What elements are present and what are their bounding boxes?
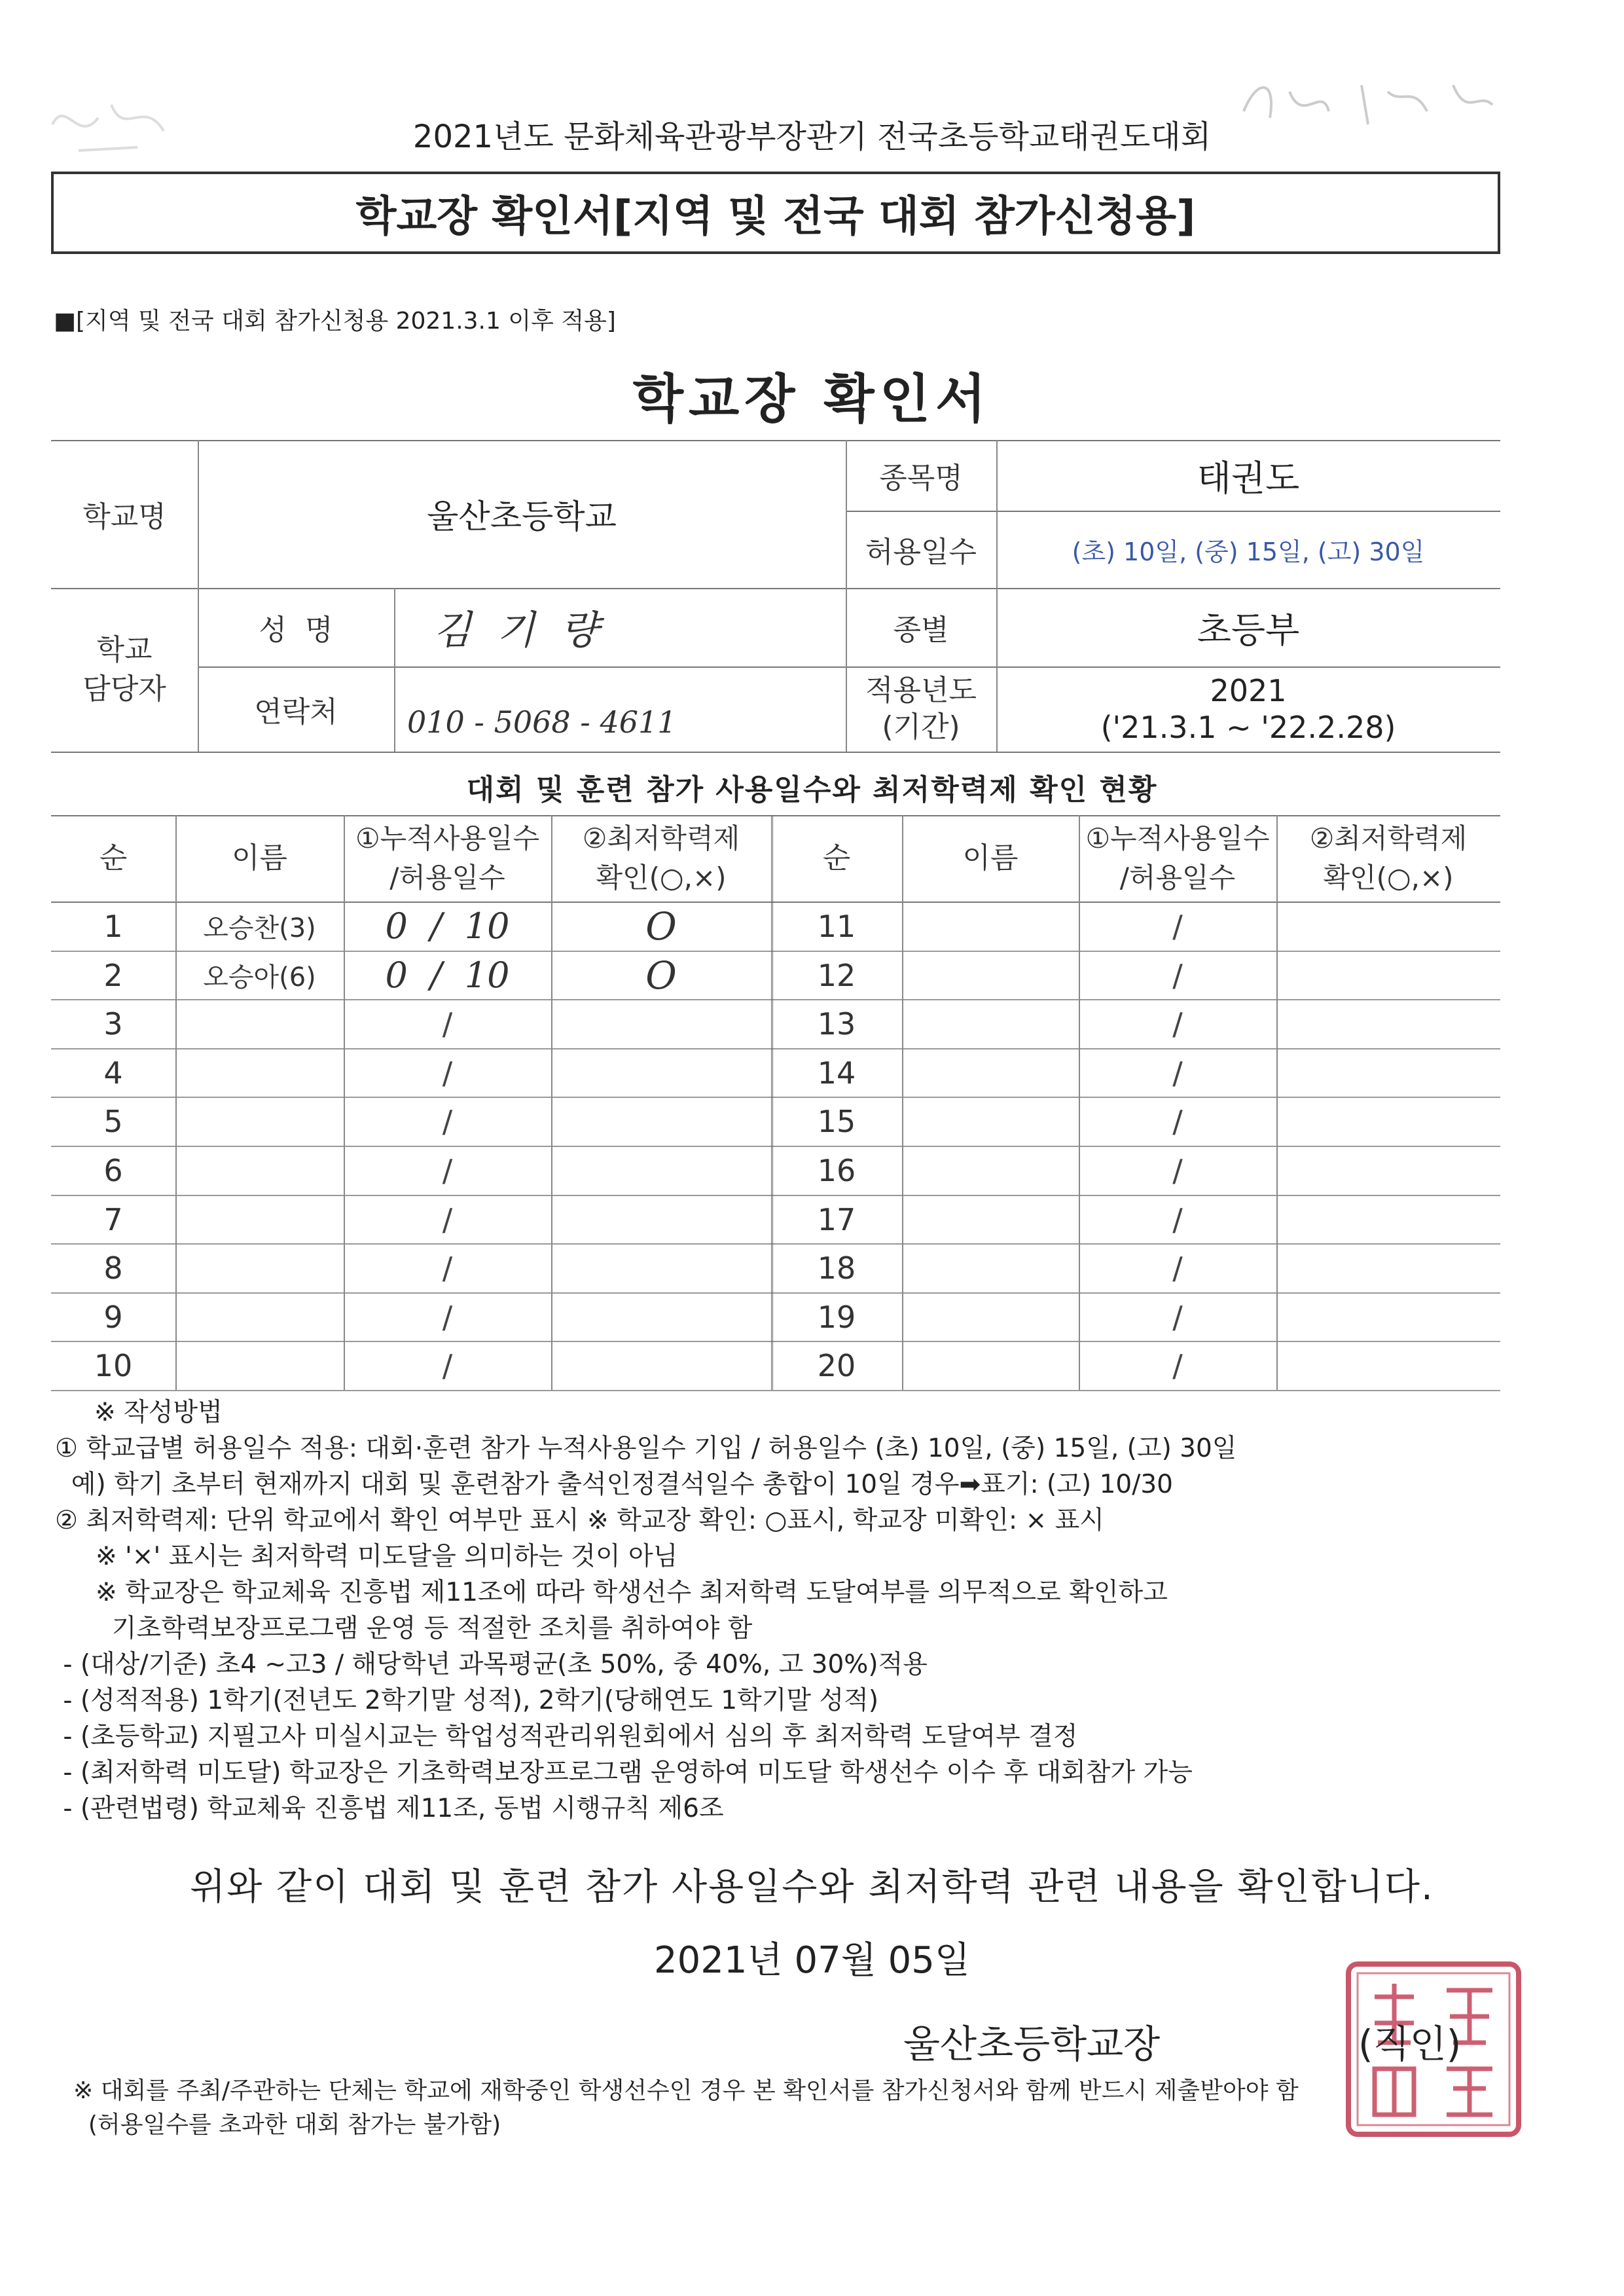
table-cell-days: /: [442, 1299, 453, 1335]
header-days: ①누적사용일수 /허용일수: [1085, 822, 1270, 894]
table-cell-name: [175, 1292, 344, 1341]
header-name: 이름: [962, 841, 1019, 875]
header-no: 순: [822, 841, 851, 875]
instruction-line: - (초등학교) 지필고사 미실시교는 학업성적관리위원회에서 심의 후 최저학력 도달여부 결정: [55, 1722, 1078, 1751]
table-cell-academic: [1276, 1097, 1500, 1146]
instruction-line: ※ 학교장은 학교체육 진흥법 제11조에 따라 학생선수 최저학력 도달여부를 의무적으로 확인하고: [55, 1578, 1168, 1607]
allowed-days-value: (초) 10일, (중) 15일, (고) 30일: [1072, 537, 1425, 566]
table-cell-days: 0 / 10: [385, 905, 510, 947]
table-cell-academic: [1276, 1341, 1500, 1390]
table-cell-no: 15: [817, 1103, 856, 1139]
table-cell-no: 6: [103, 1152, 123, 1188]
table-cell-days: /: [442, 1201, 453, 1237]
table-cell-academic: O: [645, 903, 677, 949]
instruction-line: ① 학교급별 허용일수 적용: 대회·훈련 참가 누적사용일수 기입 / 허용일수 (초) 10일, (중) 15일, (고) 30일: [55, 1434, 1237, 1463]
year-label: 적용년도 (기간): [865, 674, 977, 744]
instruction-line: - (대상/기준) 초4 ~고3 / 해당학년 과목평균(초 50%, 중 40%, 고 30%)적용: [55, 1650, 928, 1679]
table-title: 대회 및 훈련 참가 사용일수와 최저학력제 확인 현황: [466, 773, 1158, 807]
division-value: 초등부: [1197, 609, 1300, 651]
table-cell-days: /: [442, 1250, 453, 1286]
table-cell-no: 10: [94, 1347, 133, 1383]
table-cell-academic: [551, 1146, 771, 1195]
table-cell-days: /: [442, 1347, 453, 1383]
table-cell-academic: [551, 1341, 771, 1390]
document-date: 2021년 07월 05일: [654, 1939, 970, 1982]
event-title: 2021년도 문화체육관광부장관기 전국초등학교태권도대회: [412, 118, 1212, 155]
document-banner: 학교장 확인서[지역 및 전국 대회 참가신청용]: [51, 172, 1500, 254]
table-cell-name: [902, 1048, 1079, 1097]
table-cell-days: /: [442, 1055, 453, 1091]
document-title: 학교장 확인서: [632, 369, 992, 429]
table-cell-days: /: [1172, 1152, 1183, 1188]
table-cell-academic: [1276, 902, 1500, 951]
table-cell-academic: [551, 1243, 771, 1292]
table-cell-academic: [1276, 1195, 1500, 1244]
header-academic: ②최저학력제 확인(○,×): [582, 822, 740, 894]
header-name: 이름: [231, 841, 287, 875]
table-cell-days: 0 / 10: [385, 955, 510, 996]
table-cell-days: /: [442, 1152, 453, 1188]
table-cell-days: /: [1172, 1201, 1183, 1237]
table-cell-name: 오승찬(3): [203, 913, 316, 943]
contact-label: 연락처: [254, 695, 338, 729]
table-cell-name: [175, 999, 344, 1048]
table-cell-no: 2: [103, 957, 123, 993]
table-cell-name: [902, 1243, 1079, 1292]
table-cell-academic: O: [645, 953, 677, 998]
table-cell-no: 4: [103, 1055, 123, 1091]
instruction-line: - (성적적용) 1학기(전년도 2학기말 성적), 2학기(당해연도 1학기말 성적): [55, 1686, 879, 1715]
table-cell-academic: [1276, 1146, 1500, 1195]
table-cell-no: 16: [817, 1152, 856, 1188]
table-cell-days: /: [1172, 1006, 1183, 1042]
confirmation-statement: 위와 같이 대회 및 훈련 참가 사용일수와 최저학력 관련 내용을 확인합니다.: [190, 1866, 1434, 1908]
table-cell-no: 3: [103, 1006, 123, 1042]
table-cell-name: [902, 1097, 1079, 1146]
sport-value: 태권도: [1197, 457, 1300, 499]
footnote-line: ※ 대회를 주최/주관하는 단체는 학교에 재학중인 학생선수인 경우 본 확인서를 참가신청서와 함께 반드시 제출받아야 함: [73, 2077, 1299, 2104]
table-cell-name: [175, 1048, 344, 1097]
table-cell-days: /: [1172, 1299, 1183, 1335]
sport-label: 종목명: [879, 462, 963, 495]
table-cell-academic: [1276, 1292, 1500, 1341]
table-cell-days: /: [442, 1006, 453, 1042]
footnote: [73, 2074, 1299, 2142]
header-days: ①누적사용일수 /허용일수: [355, 822, 540, 894]
principal-title: 울산초등학교장: [903, 2022, 1161, 2066]
table-cell-academic: [1276, 1048, 1500, 1097]
table-cell-name: [902, 902, 1079, 951]
table-cell-no: 11: [817, 908, 856, 944]
table-cell-no: 13: [817, 1006, 856, 1042]
table-cell-name: [175, 1341, 344, 1390]
allowed-days-label: 허용일수: [865, 536, 977, 569]
table-cell-days: /: [1172, 1347, 1183, 1383]
table-cell-no: 20: [817, 1347, 856, 1383]
instruction-line: - (관련법령) 학교체육 진흥법 제11조, 동법 시행규칙 제6조: [55, 1794, 724, 1823]
table-cell-no: 12: [817, 957, 856, 993]
footnote-line: (허용일수를 초과한 대회 참가는 불가함): [73, 2111, 501, 2138]
school-name-label: 학교명: [82, 500, 166, 534]
table-cell-name: [902, 999, 1079, 1048]
table-cell-name: [902, 1146, 1079, 1195]
table-cell-no: 18: [817, 1250, 856, 1286]
table-cell-name: [175, 1097, 344, 1146]
table-cell-name: [175, 1146, 344, 1195]
table-cell-days: /: [1172, 1055, 1183, 1091]
instructions: [55, 1394, 1580, 1827]
table-cell-name: [175, 1243, 344, 1292]
manager-name-value: 김 기 량: [433, 608, 605, 653]
table-cell-academic: [1276, 999, 1500, 1048]
table-cell-name: 오승아(6): [203, 962, 316, 993]
table-cell-days: /: [442, 1103, 453, 1139]
manager-name-label: 성 명: [259, 613, 333, 647]
table-cell-name: [902, 1292, 1079, 1341]
table-cell-no: 5: [103, 1103, 123, 1139]
table-cell-academic: [551, 1048, 771, 1097]
instruction-line: - (최저학력 미도달) 학교장은 기초학력보장프로그램 운영하여 미도달 학생선수 이수 후 대회참가 가능: [55, 1758, 1193, 1787]
instruction-line: 예) 학기 초부터 현재까지 대회 및 훈련참가 출석인정결석일수 총합이 10일 경우➡표기: (고) 10/30: [55, 1470, 1173, 1499]
instruction-line: ※ 작성방법: [94, 1398, 223, 1427]
table-cell-name: [902, 1341, 1079, 1390]
table-cell-name: [902, 951, 1079, 1000]
instruction-line: ② 최저학력제: 단위 학교에서 확인 여부만 표시 ※ 학교장 확인: ○표시, 학교장 미확인: × 표시: [55, 1506, 1104, 1535]
table-cell-academic: [551, 1292, 771, 1341]
manager-label: 학교 담당자: [82, 633, 166, 706]
table-cell-no: 19: [817, 1299, 856, 1335]
instruction-line: 기초학력보장프로그램 운영 등 적절한 조치를 취하여야 함: [55, 1614, 753, 1643]
table-cell-no: 8: [103, 1250, 123, 1286]
year-value: 2021 ('21.3.1 ~ '22.2.28): [1100, 673, 1396, 745]
table-cell-no: 9: [103, 1299, 123, 1335]
table-cell-name: [902, 1195, 1079, 1244]
table-cell-name: [175, 1195, 344, 1244]
table-cell-no: 17: [817, 1201, 856, 1237]
table-cell-academic: [551, 1195, 771, 1244]
table-cell-academic: [551, 999, 771, 1048]
seal-label: (직인): [1358, 2022, 1462, 2066]
table-cell-days: /: [1172, 908, 1183, 944]
table-cell-no: 7: [103, 1201, 123, 1237]
table-line: [51, 1390, 1500, 1391]
header-academic: ②최저학력제 확인(○,×): [1309, 822, 1468, 894]
school-name-value: 울산초등학교: [427, 498, 617, 536]
contact-value: 010 - 5068 - 4611: [407, 704, 677, 740]
table-cell-no: 1: [103, 908, 123, 944]
header-no: 순: [99, 841, 128, 875]
table-cell-academic: [551, 1097, 771, 1146]
form-note: ■[지역 및 전국 대회 참가신청용 2021.3.1 이후 적용]: [54, 308, 616, 335]
division-label: 종별: [893, 613, 949, 647]
instruction-line: ※ '×' 표시는 최저학력 미도달을 의미하는 것이 아님: [55, 1542, 678, 1571]
table-cell-no: 14: [817, 1055, 856, 1091]
table-cell-days: /: [1172, 957, 1183, 993]
table-cell-days: /: [1172, 1103, 1183, 1139]
table-cell-academic: [1276, 1243, 1500, 1292]
table-cell-academic: [1276, 951, 1500, 1000]
table-cell-days: /: [1172, 1250, 1183, 1286]
